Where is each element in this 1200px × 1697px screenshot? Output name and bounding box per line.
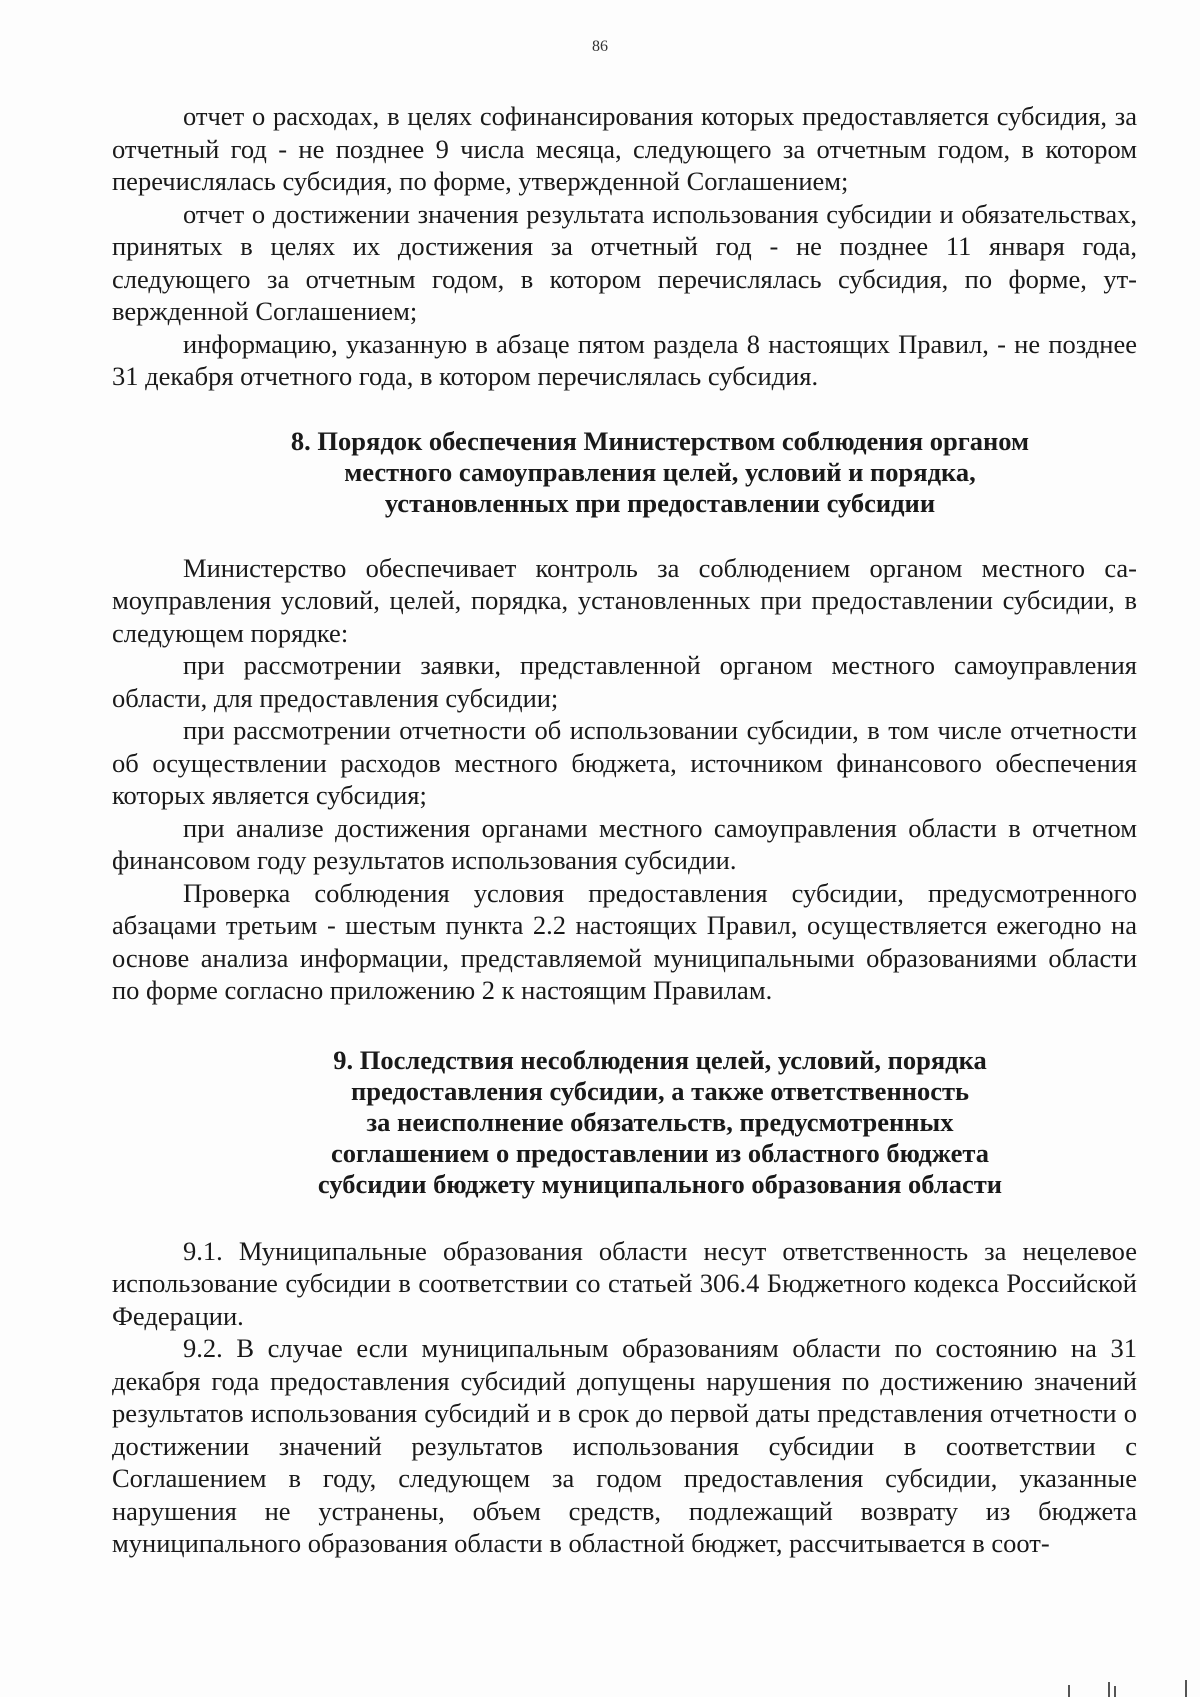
paragraph: при рассмотрении отчетности об использовании субсидии, в том числе отчетности об осуществлении расходов местного бюджета, источником финансового обеспечения которых является субсидия; xyxy=(112,715,1137,810)
scan-artifact xyxy=(1108,1682,1110,1697)
section-title-line: местного самоуправления целей, условий и порядка, xyxy=(344,456,976,487)
paragraph: 9.2. В случае если муниципальным образованиям области по состоянию на 31 декабря года предоставления субсидий допущены нарушения по достижению значений результатов использования субсидий и в срок до первой даты представления отчетности о достижении значений результатов использования субсидии в соответствии с Соглашением в году, следующем за годом предоставления субсидии, указанные нарушения не устранены, объем средств, подлежащий возврату из бюджета муниципального образования области в областной бюджет, рассчитывается в соот- xyxy=(112,1333,1137,1558)
section-title-line: субсидии бюджету муниципального образования области xyxy=(317,1168,1003,1199)
section-title-line: за неисполнение обязательств, предусмотренных xyxy=(366,1106,954,1137)
scan-artifact xyxy=(1185,1680,1187,1697)
page-number: 86 xyxy=(592,38,608,55)
paragraph: при анализе достижения органами местного самоуправления области в отчетном финансовом году результатов использования субсидии. xyxy=(112,812,1137,875)
paragraph: отчет о достижении значения результата использования субсидии и обязательствах, принятых в целях их достижения за отчетный год - не позднее 11 января года, следующего за отчетным годом, в котором перечислялась субсидия, по форме, утвержденной Соглашением; xyxy=(112,198,1137,326)
paragraph: информацию, указанную в абзаце пятом раздела 8 настоящих Правил, - не позднее 31 декабря отчетного года, в котором перечислялась субсидия. xyxy=(112,328,1137,391)
section-title-line: установленных при предоставлении субсидии xyxy=(384,487,936,518)
section-title-line: 8. Порядок обеспечения Министерством соблюдения органом xyxy=(290,425,1030,456)
scan-artifact xyxy=(1114,1686,1116,1697)
section-title-line: соглашением о предоставлении из областного бюджета xyxy=(331,1137,989,1168)
section-9-title xyxy=(112,1045,1137,1200)
paragraph: отчет о расходах, в целях софинансирования которых предоставляется субсидия, за отчетный год - не позднее 9 числа месяца, следующего за отчетным годом, в котором перечислялась субсидия, по форме, утвержденной Соглашением; xyxy=(112,101,1137,196)
section-title-line: предоставления субсидии, а также ответственность xyxy=(350,1075,970,1106)
paragraph: 9.1. Муниципальные образования области несут ответственность за нецелевое использование субсидии в соответствии со статьей 306.4 Бюджетного кодекса Российской Федерации. xyxy=(112,1235,1137,1331)
section-8-title xyxy=(112,426,1137,519)
section-title-line: 9. Последствия несоблюдения целей, условий, порядка xyxy=(333,1044,987,1075)
paragraph: Проверка соблюдения условия предоставления субсидии, предусмотренного абзацами третьим - шестым пункта 2.2 настоящих Правил, осуществляется ежегодно на основе анализа информации, представляемой муниципальными образованиями области по форме согласно приложению 2 к настоящим Правилам. xyxy=(112,877,1137,1005)
scan-artifact xyxy=(1068,1685,1070,1697)
paragraph: Министерство обеспечивает контроль за соблюдением органом местного самоуправления условий, целей, порядка, установленных при предоставлении субсидии, в следующем порядке: xyxy=(112,552,1137,648)
document-body xyxy=(112,100,1137,1560)
paragraph: при рассмотрении заявки, представленной органом местного самоуправления области, для предоставления субсидии; xyxy=(112,650,1137,713)
